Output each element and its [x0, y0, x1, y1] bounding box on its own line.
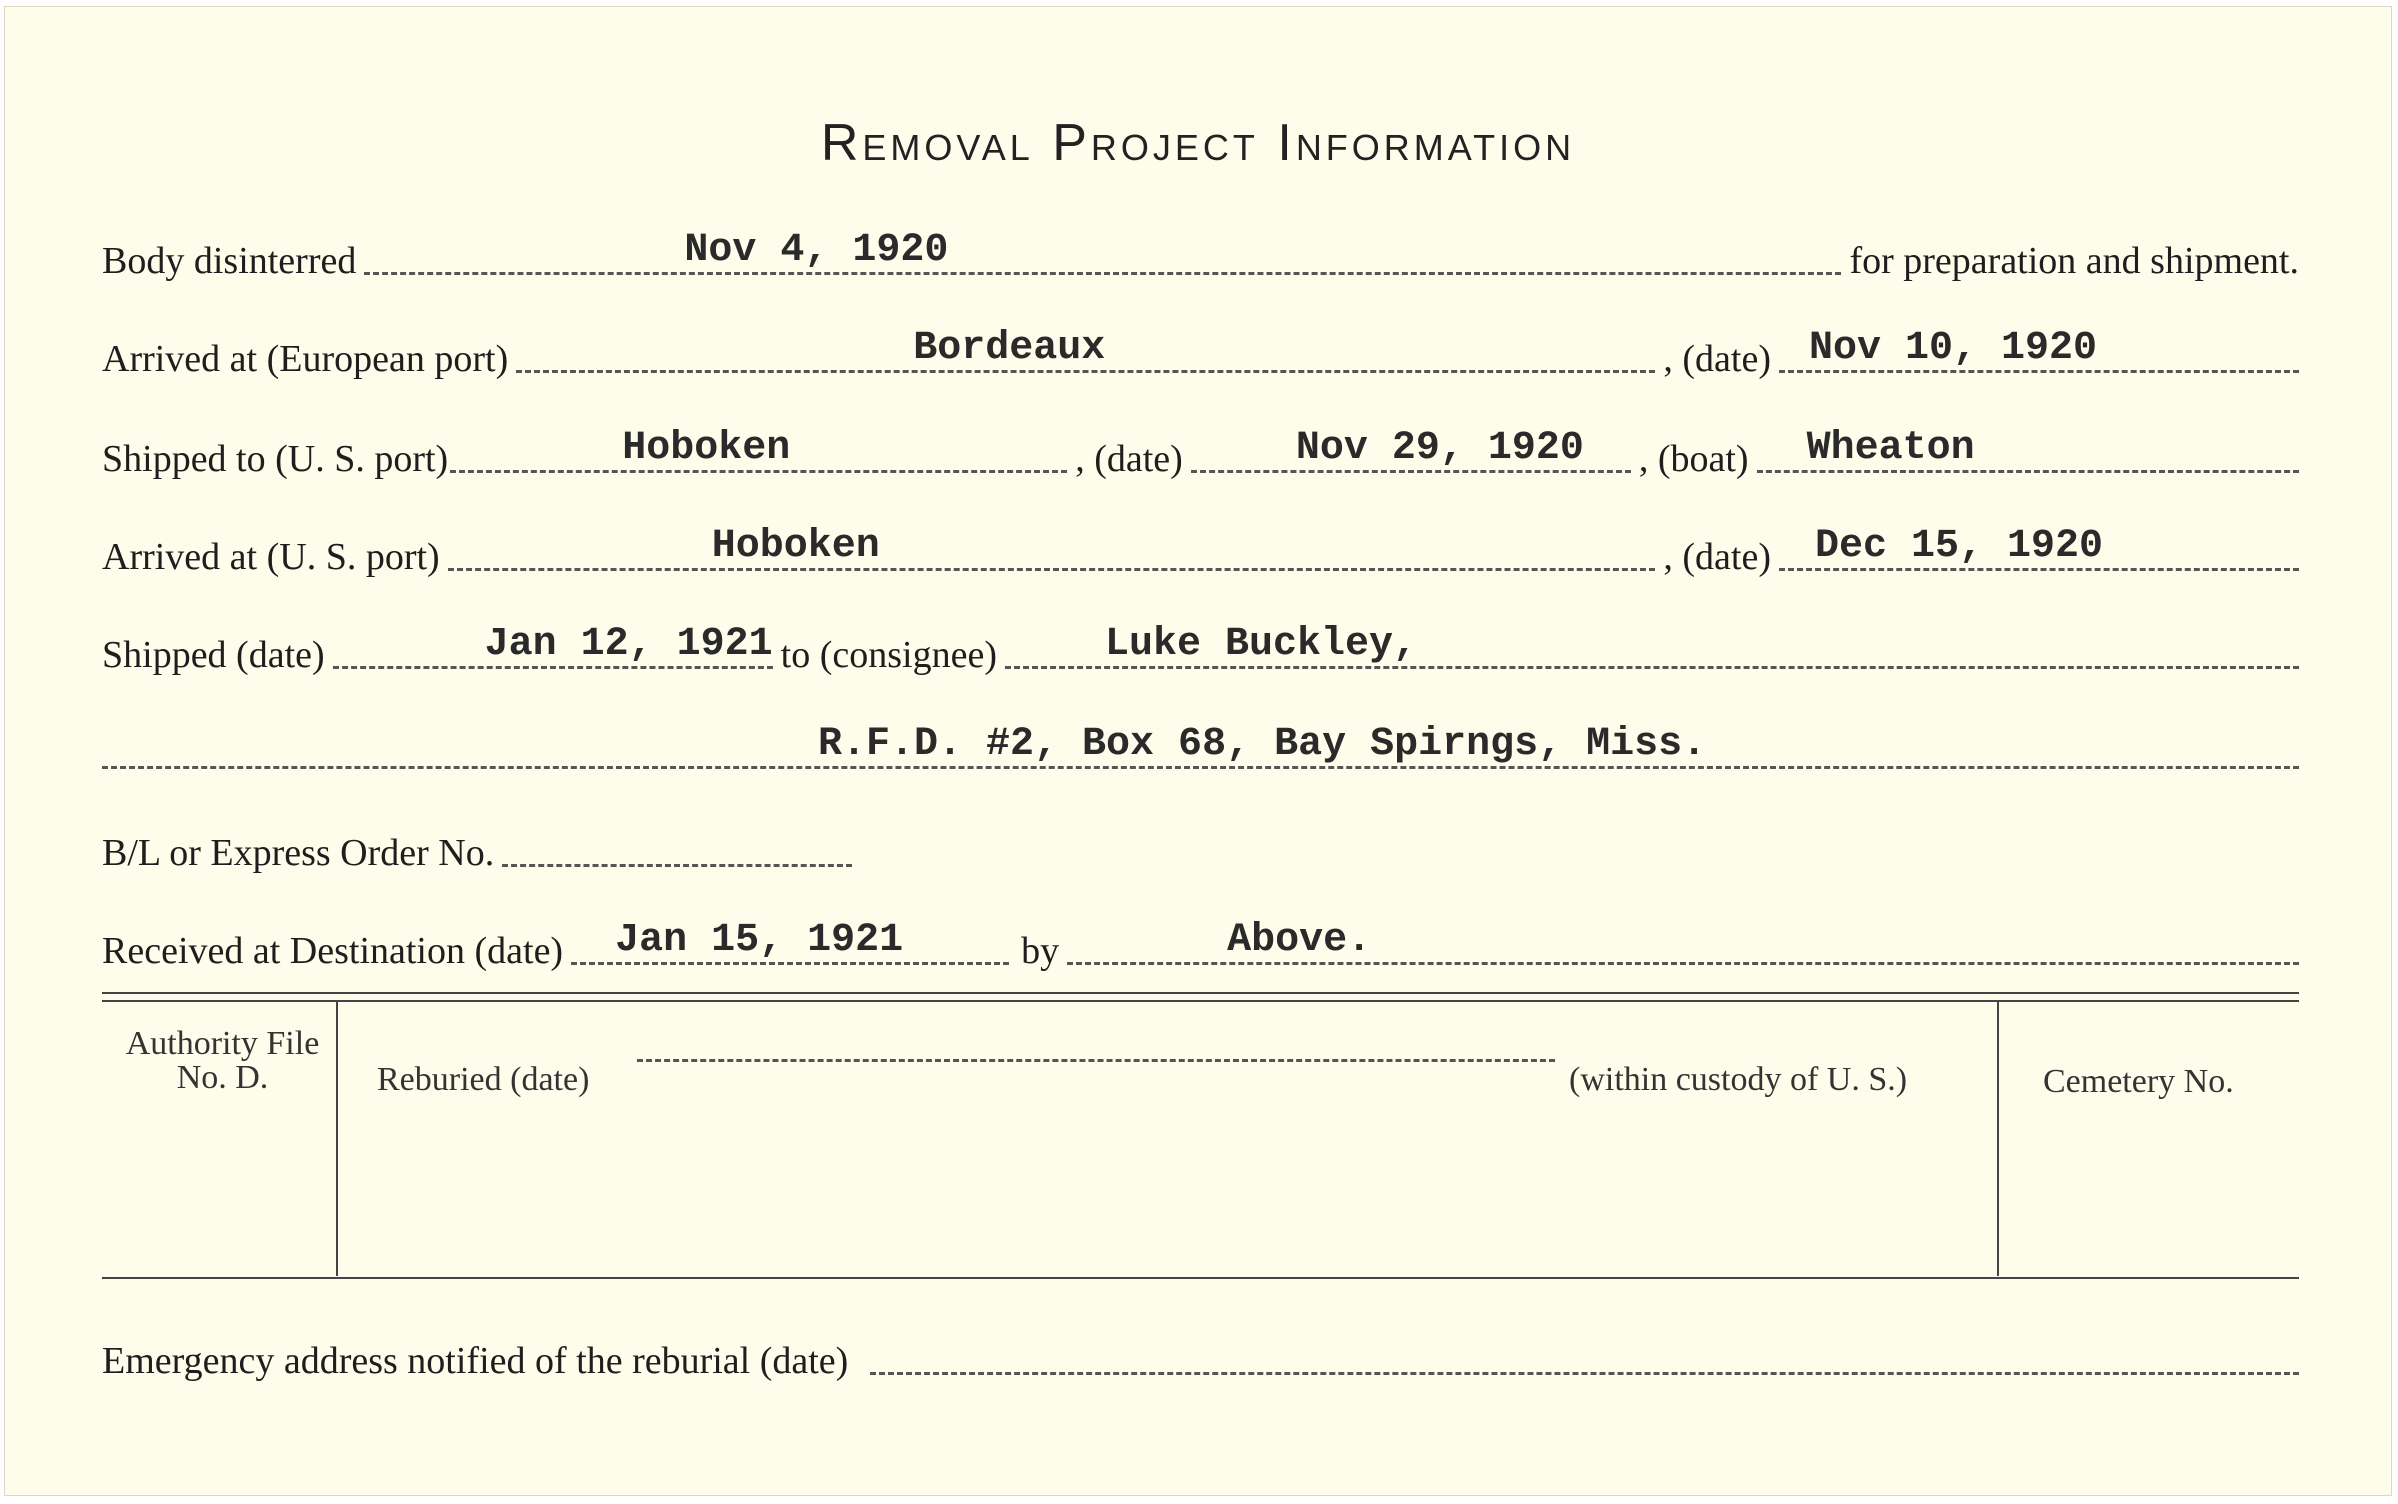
authority-file-label: Authority File No. D.: [125, 1025, 320, 1096]
field-address: [102, 701, 2299, 781]
column-divider-right: [1997, 1002, 1999, 1276]
label-preparation: for preparation and shipment.: [1849, 240, 2299, 282]
value-received-by: Above.: [1227, 918, 1372, 963]
label-custody: (within custody of U. S.): [1569, 1061, 1908, 1098]
label-boat: , (boat): [1638, 438, 1749, 480]
value-arrived-europe-date: Nov 10, 1920: [1809, 326, 2098, 371]
row-bl-order: [102, 799, 2299, 879]
field-received-date: [571, 897, 1009, 977]
label-emergency: Emergency address notified of the reburial (date): [102, 1340, 849, 1382]
field-disinterred-date: [364, 207, 1841, 287]
row-received: [102, 897, 2299, 977]
field-emergency-date: [870, 1307, 2299, 1387]
column-divider-left: [336, 1002, 338, 1276]
value-us-port: Hoboken: [622, 426, 791, 471]
value-received-date: Jan 15, 1921: [615, 918, 904, 963]
row-shipped-us: [102, 405, 2299, 485]
field-bl-order: [502, 799, 852, 879]
field-european-port: [516, 305, 1655, 385]
value-consignee: Luke Buckley,: [1104, 622, 1418, 667]
value-arrived-us-date: Dec 15, 1920: [1815, 524, 2104, 569]
label-date: , (date): [1663, 338, 1771, 380]
label-cemetery-no: Cemetery No.: [2043, 1063, 2234, 1100]
row-arrived-us: [102, 503, 2299, 583]
label-shipped-date: Shipped (date): [102, 634, 325, 676]
row-address: [102, 701, 2299, 781]
label-date: , (date): [1663, 536, 1771, 578]
field-boat: [1757, 405, 2299, 485]
label-reburied: Reburied (date): [377, 1061, 590, 1098]
field-shipped-date: [333, 601, 773, 681]
label-shipped-us: Shipped to (U. S. port): [102, 438, 449, 480]
label-received: Received at Destination (date): [102, 930, 564, 972]
value-shipped-date: Jan 12, 1921: [484, 622, 773, 667]
field-received-by: [1067, 897, 2299, 977]
label-bl-order: B/L or Express Order No.: [102, 832, 495, 874]
field-arrived-us-port: [448, 503, 1656, 583]
field-reburied-date: [637, 1059, 1555, 1062]
label-arrived-europe: Arrived at (European port): [102, 338, 509, 380]
row-body-disinterred: [102, 207, 2299, 287]
label-body-disinterred: Body disinterred: [102, 240, 357, 282]
label-date: , (date): [1075, 438, 1183, 480]
field-arrived-us-date: [1779, 503, 2299, 583]
row-arrived-europe: [102, 305, 2299, 385]
divider-top: [102, 992, 2299, 994]
value-address: R.F.D. #2, Box 68, Bay Spirngs, Miss.: [818, 722, 1707, 767]
value-disinterred-date: Nov 4, 1920: [684, 228, 949, 273]
page-title: Removal Project Information: [820, 114, 1576, 172]
value-arrived-us-port: Hoboken: [711, 524, 880, 569]
field-arrived-europe-date: [1779, 305, 2299, 385]
field-us-port: [450, 405, 1067, 485]
value-european-port: Bordeaux: [913, 326, 1106, 371]
removal-project-card: [4, 6, 2392, 1496]
row-emergency: [102, 1307, 2299, 1387]
label-by: by: [1021, 930, 1060, 972]
row-shipped-consignee: [102, 601, 2299, 681]
label-consignee: to (consignee): [780, 634, 997, 676]
divider-top-2: [102, 1000, 2299, 1002]
field-consignee: [1005, 601, 2299, 681]
divider-bottom: [102, 1277, 2299, 1279]
label-arrived-us: Arrived at (U. S. port): [102, 536, 440, 578]
field-shipped-us-date: [1191, 405, 1631, 485]
value-boat: Wheaton: [1806, 426, 1975, 471]
value-shipped-us-date: Nov 29, 1920: [1295, 426, 1584, 471]
